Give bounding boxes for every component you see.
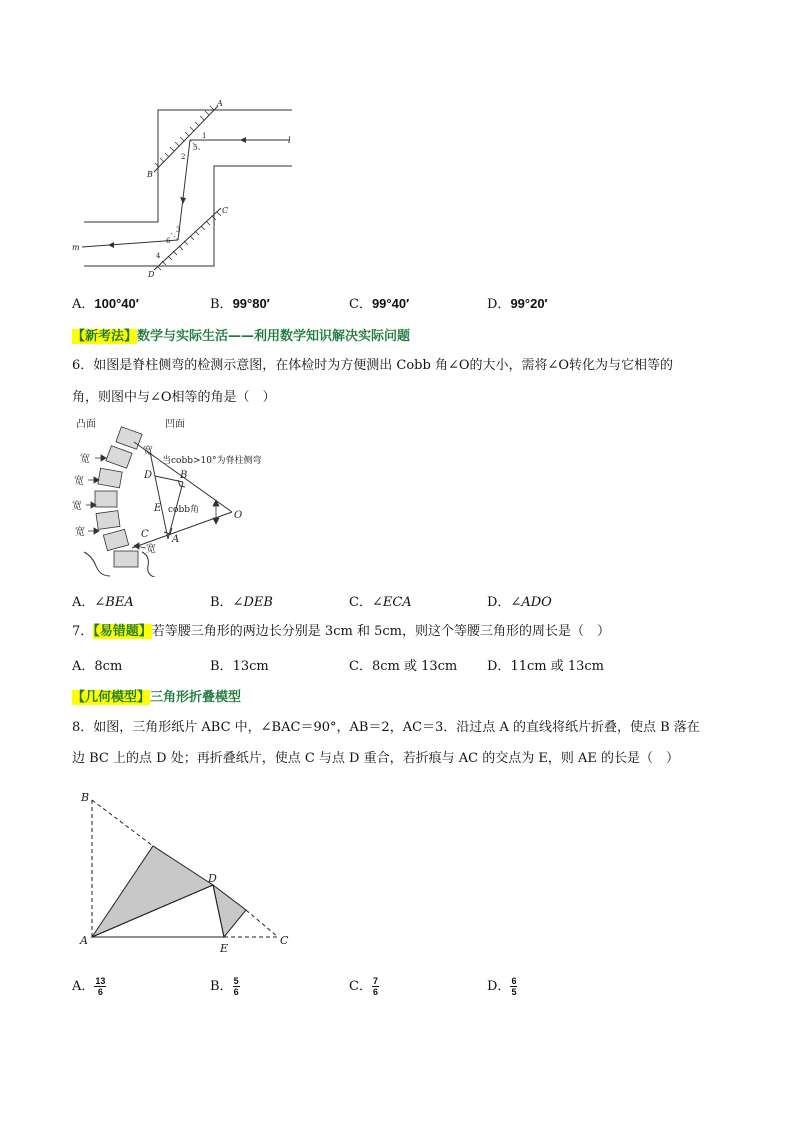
option-key: C． [349,979,372,994]
q7-option-b[interactable] [210,655,269,674]
q8-figure [70,785,300,955]
q8-label-A: A [80,934,88,947]
option-key: A． [72,595,95,610]
option-value: ∠BEA [94,595,134,610]
q6-label-wide-5: 宽 [75,527,85,538]
denominator: 6 [94,986,106,997]
fraction [94,976,106,997]
option-key: B． [210,979,233,994]
q5-label-A: A [217,99,223,108]
q5-label-1: 1 [202,132,207,140]
q6-option-b[interactable] [210,591,273,610]
q5-option-b[interactable] [210,293,270,312]
q8-label-C: C [280,934,289,947]
denominator: 6 [372,987,378,997]
q6-option-c[interactable] [349,591,412,610]
q5-label-m: m [72,243,80,252]
option-value: 11cm 或 13cm [510,659,605,674]
q6-label-cobb: cobb角 [168,505,199,515]
option-key: D． [487,659,511,674]
q7-text: 若等腰三角形的两边长分别是 3cm 和 5cm，则这个等腰三角形的周长是（ ） [151,624,610,639]
numerator: 6 [511,976,517,986]
q5-label-4: 4 [156,252,161,260]
option-value: 13cm [232,659,269,674]
q5-label-5: 5 [193,144,198,152]
option-value: ∠ECA [371,595,412,610]
section-tag: 【新考法】 [72,329,138,344]
option-value: 8cm [94,659,123,674]
q6-label-D: D [144,470,153,481]
option-key: C． [349,659,372,674]
option-value: ∠DEB [232,595,273,610]
option-key: B． [210,659,233,674]
q6-label-wide-6: 宽 [146,544,156,555]
q5-option-a[interactable] [72,293,139,312]
q7-option-a[interactable] [72,655,122,674]
option-key: B． [210,297,233,312]
q6-figure [65,412,325,577]
q8-label-B: B [81,791,90,804]
denominator: 6 [233,987,239,997]
numerator: 7 [372,976,378,986]
q8-label-D: D [208,872,217,885]
q5-label-C: C [222,206,229,215]
option-value: 99°40′ [371,296,410,311]
q5-option-c[interactable] [349,293,409,312]
option-value: 99°80′ [232,296,270,311]
q6-label-A: A [172,534,180,545]
q6-label-B: B [180,470,188,481]
q8-stem-line1: 8．如图，三角形纸片 ABC 中，∠BAC＝90°，AB＝2，AC＝3．沿过点 A 的直线将纸片折叠，使点 B 落在 [72,720,700,735]
section-title: 数学与实际生活——利用数学知识解决实际问题 [137,329,411,344]
q6-label-note: 当cobb>10°为脊柱侧弯 [162,456,262,466]
option-value: 99°20′ [510,296,548,311]
q5-label-D: D [148,270,155,279]
q5-option-d[interactable] [487,293,548,312]
q7-option-c[interactable] [349,655,457,674]
q6-label-concave: 凹面 [165,419,185,430]
q6-label-wide-1: 宽 [143,446,153,457]
q6-label-C: C [141,529,149,540]
q8-option-b[interactable] [210,975,240,997]
q6-label-E: E [154,503,162,514]
denominator: 5 [511,987,517,997]
q6-label-O: O [234,510,243,521]
section-title: 三角形折叠模型 [150,690,242,705]
q8-stem-line2: 边 BC 上的点 D 处；再折叠纸片，使点 C 与点 D 重合，若折痕与 AC 的交点为 E，则 AE 的长是（ ） [72,751,679,766]
q8-label-E: E [220,942,229,955]
q8-option-a[interactable] [72,975,106,997]
numerator: 5 [233,976,239,986]
option-key: B． [210,595,233,610]
option-key: A． [72,979,95,994]
q7-tag: 【易错题】 [93,624,152,639]
q8-option-c[interactable] [349,975,379,997]
option-key: A． [72,659,95,674]
q6-label-convex: 凸面 [76,419,96,430]
q5-label-3: 3 [176,226,181,234]
q6-label-wide-4: 宽 [72,501,82,512]
option-key: D． [487,595,511,610]
numerator: 13 [95,976,106,986]
q5-figure [60,95,300,280]
option-key: D． [487,297,511,312]
q7-number: 7． [72,624,94,639]
option-value: 8cm 或 13cm [371,659,458,674]
q5-label-6: 6 [166,237,171,245]
q6-label-wide-3: 宽 [74,476,84,487]
section-heading-new-method [72,325,410,344]
fraction [233,976,240,997]
q7-option-d[interactable] [487,655,604,674]
q5-label-l: l [288,136,291,145]
q7-stem [72,622,610,642]
option-key: C． [349,297,372,312]
option-key: A． [72,297,95,312]
q6-option-a[interactable] [72,591,134,610]
q6-stem-line2: 角，则图中与∠O相等的角是（ ） [72,390,276,405]
q8-option-d[interactable] [487,975,517,997]
q6-stem-line1: 6．如图是脊柱侧弯的检测示意图，在体检时为方便测出 Cobb 角∠O的大小，需将∠O转化为与它相等的 [72,358,674,373]
option-value: 100°40′ [94,296,139,311]
fraction [510,976,517,997]
option-key: C． [349,595,372,610]
q5-label-B: B [147,170,153,179]
section-heading-geometry-model [72,686,241,705]
q6-option-d[interactable] [487,591,552,610]
q6-label-wide-2: 宽 [80,454,90,465]
q5-label-2: 2 [181,153,186,161]
section-tag: 【几何模型】 [72,690,151,705]
option-key: D． [487,979,511,994]
fraction [372,976,379,997]
option-value: ∠ADO [510,595,552,610]
